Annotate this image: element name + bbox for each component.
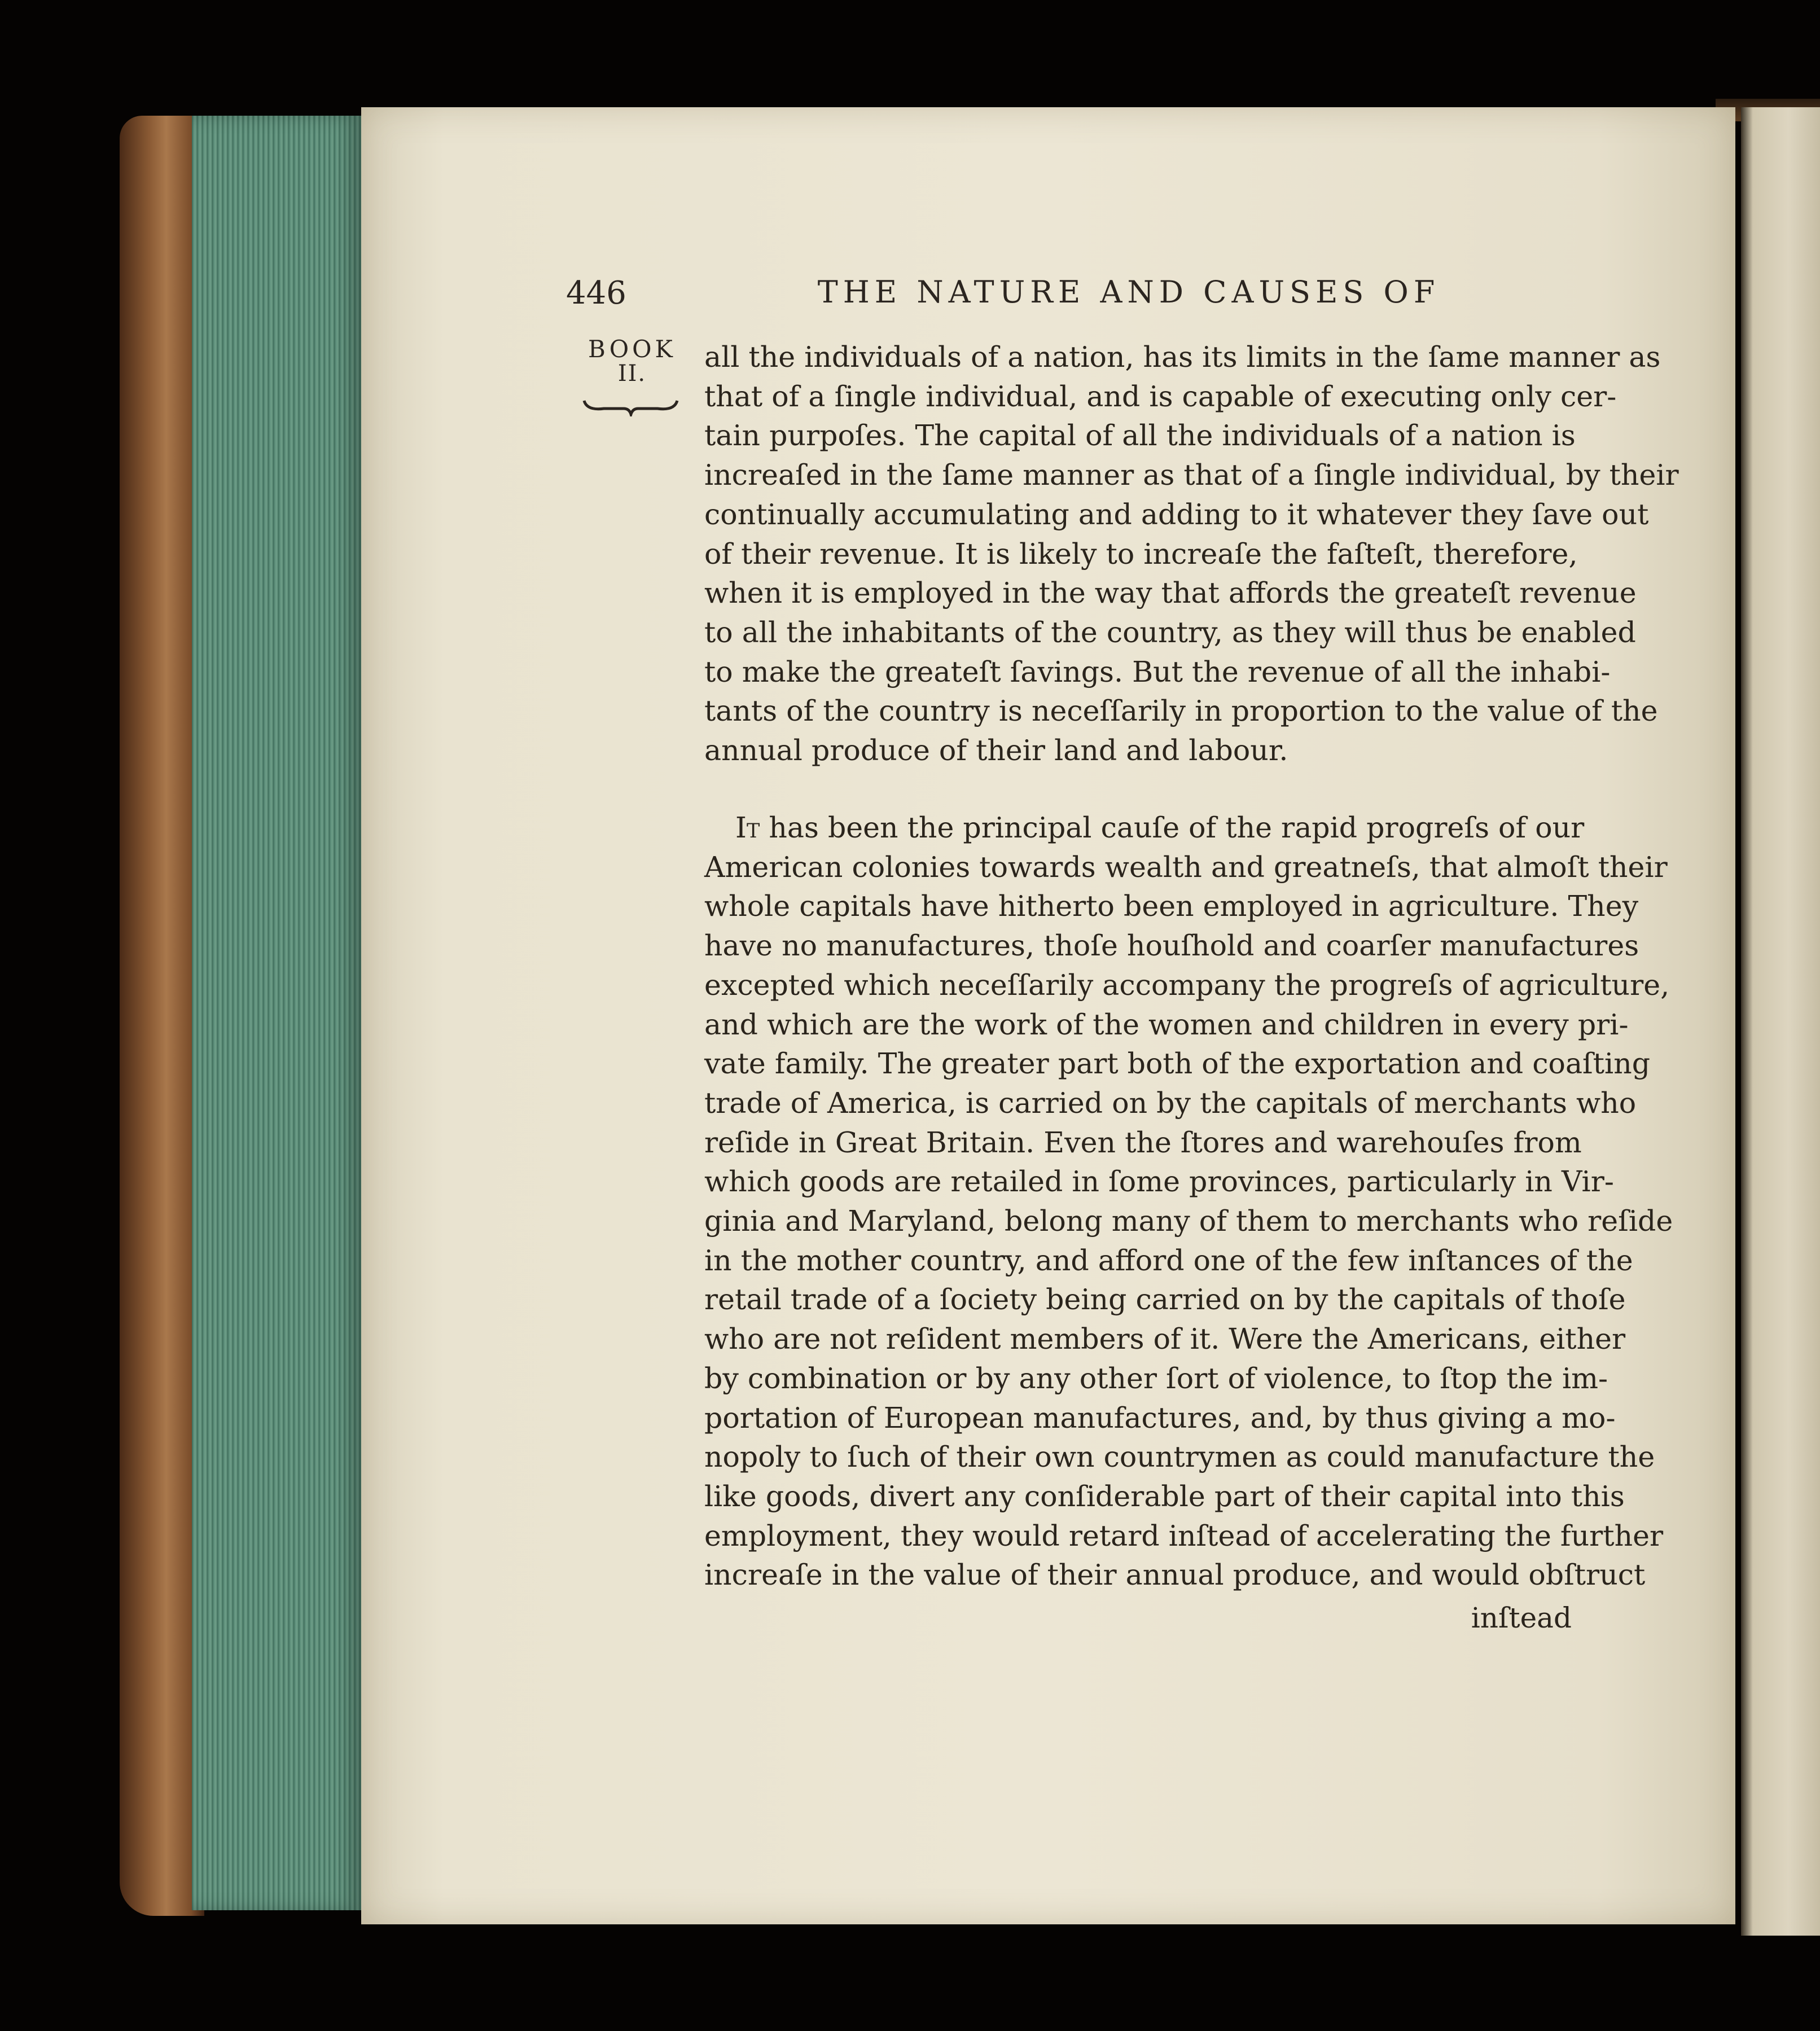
margin-book-note [581, 337, 683, 385]
paragraph-first-line-rest: has been the principal cauſe of the rapid progreſs of our [769, 811, 1585, 844]
paragraph-2 [704, 808, 1673, 1595]
paragraph-lead-word: It [735, 811, 760, 844]
paragraph-line: increaſe in the value of their annual produce, and would obſtruct [704, 1558, 1646, 1592]
paragraph-line: which goods are retailed in ſome provinces, particularly in Vir- [704, 1165, 1614, 1199]
paragraph-line: to all the inhabitants of the country, as they will thus be enabled [704, 615, 1636, 649]
paragraph-line: continually accumulating and adding to it whatever they ſave out [704, 497, 1649, 531]
margin-book-label: BOOK [588, 335, 676, 363]
paragraph-line: American colonies towards wealth and greatneſs, that almoſt their [704, 850, 1668, 884]
paragraph-line: of their revenue. It is likely to increaſe the faſteſt, therefore, [704, 537, 1578, 571]
paragraph-1 [704, 337, 1679, 770]
paragraph-line: employment, they would retard inſtead of accelerating the further [704, 1519, 1664, 1552]
catchword: inſtead [1471, 1602, 1572, 1634]
paragraph-line: tants of the country is neceſſarily in proportion to the value of the [704, 694, 1658, 728]
paragraph-line: like goods, divert any conſiderable part of their capital into this [704, 1479, 1625, 1513]
paragraph-line: increaſed in the ſame manner as that of a ſingle individual, by their [704, 458, 1679, 492]
page-number: 446 [566, 275, 626, 312]
paragraph-line: by combination or by any other ſort of violence, to ſtop the im- [704, 1361, 1608, 1395]
paragraph-line: nopoly to ſuch of their own countrymen as could manufacture the [704, 1440, 1655, 1474]
paragraph-line: trade of America, is carried on by the capitals of merchants who [704, 1086, 1637, 1120]
paragraph-line: that of a ſingle individual, and is capable of executing only cer- [704, 379, 1617, 413]
paragraph-line: all the individuals of a nation, has its limits in the ſame manner as [704, 340, 1661, 374]
paragraph-line: have no manufactures, thoſe houſhold and coarſer manufactures [704, 929, 1639, 963]
paragraph-first-line [704, 808, 1585, 848]
facing-page-edge [1741, 107, 1820, 1936]
paragraph-line: whole capitals have hitherto been employed in agriculture. They [704, 889, 1639, 923]
paragraph-line: to make the greateſt ſavings. But the revenue of all the inhabi- [704, 655, 1611, 688]
paragraph-line: when it is employed in the way that affords the greateſt revenue [704, 576, 1637, 610]
paragraph-line: excepted which neceſſarily accompany the progreſs of agriculture, [704, 968, 1670, 1002]
paragraph-line: tain purpoſes. The capital of all the individuals of a nation is [704, 419, 1576, 453]
paragraph-line: in the mother country, and afford one of the few inſtances of the [704, 1243, 1633, 1277]
margin-brace-ornament [581, 394, 680, 416]
paragraph-line: who are not reſident members of it. Were the Americans, either [704, 1322, 1626, 1356]
paragraph-line: portation of European manufactures, and, by thus giving a mo- [704, 1401, 1616, 1435]
paragraph-line: and which are the work of the women and children in every pri- [704, 1007, 1629, 1041]
paragraph-line: ginia and Maryland, belong many of them to merchants who reſide [704, 1204, 1673, 1238]
paragraph-line: vate family. The greater part both of the exportation and coaſting [704, 1047, 1651, 1081]
paragraph-line: reſide in Great Britain. Even the ſtores and warehouſes from [704, 1125, 1582, 1159]
margin-book-number: II. [617, 361, 647, 387]
paragraph-line: annual produce of their land and labour. [704, 734, 1288, 767]
paragraph-line: retail trade of a ſociety being carried on by the capitals of thoſe [704, 1283, 1626, 1317]
running-head: THE NATURE AND CAUSES OF [817, 274, 1440, 310]
page-edges [192, 116, 361, 1910]
